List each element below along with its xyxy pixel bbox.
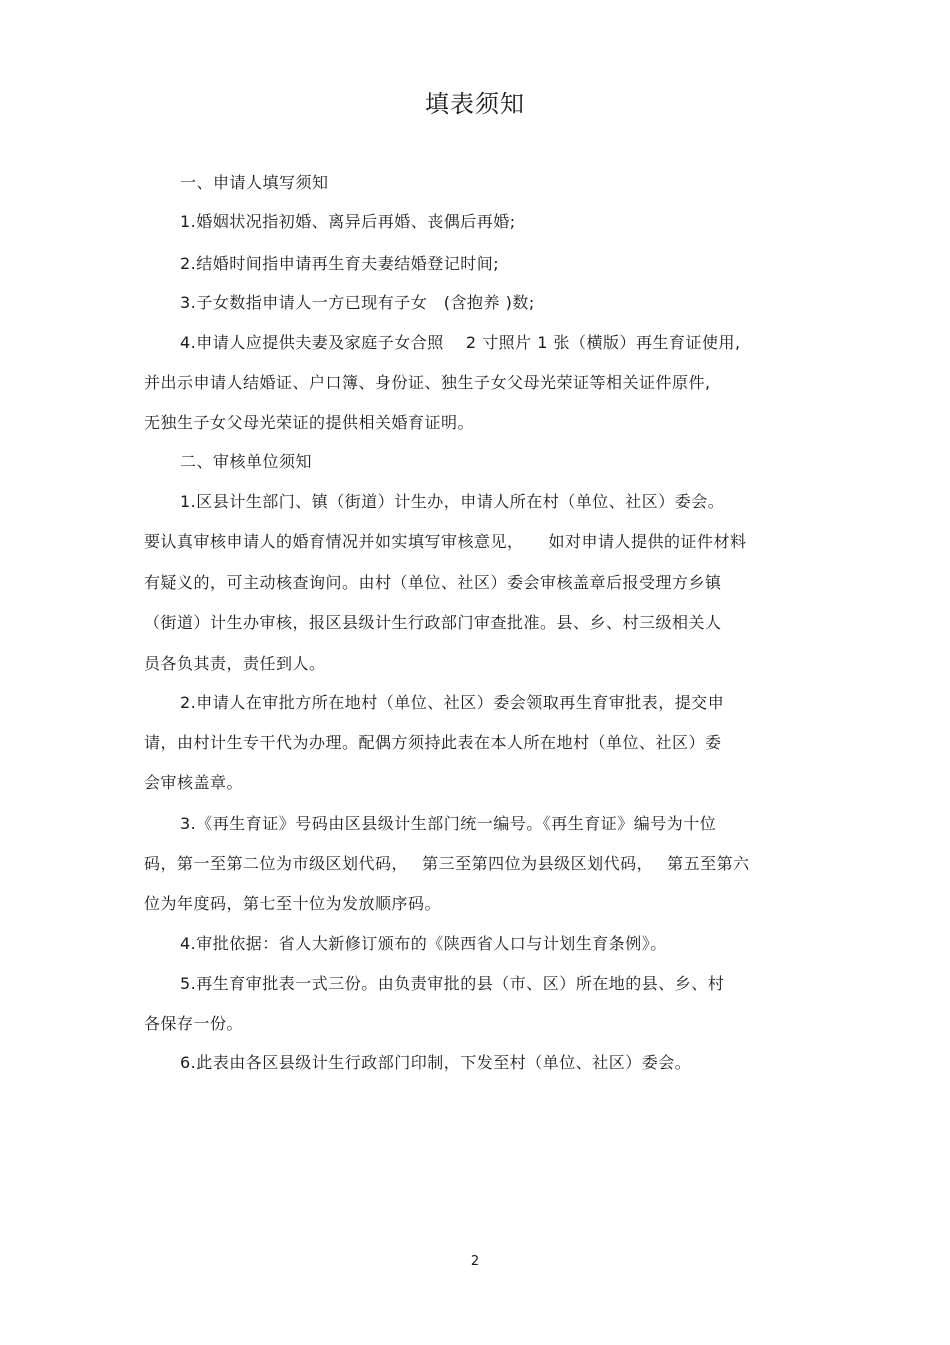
page-number: 2 — [470, 1254, 480, 1269]
section-2-item-1-cont-4: 员各负其责，责任到人。 — [144, 654, 326, 673]
section-1-item-2: 2.结婚时间指申请再生育夫妻结婚登记时间; — [180, 254, 500, 273]
section-1-item-4-cont-1: 并出示申请人结婚证、户口簿、身份证、独生子女父母光荣证等相关证件原件, — [144, 373, 711, 392]
section-2-item-2: 2.申请人在审批方所在地村（单位、社区）委会领取再生育审批表，提交申 — [180, 693, 725, 712]
section-2-item-2-cont-1: 请，由村计生专干代为办理。配偶方须持此表在本人所在地村（单位、社区）委 — [144, 733, 722, 752]
section-1-heading: 一、申请人填写须知 — [180, 173, 329, 192]
section-1-item-3: 3.子女数指申请人一方已现有子女 (含抱养 )数; — [180, 293, 535, 312]
section-2-item-3-cont-1: 码，第一至第二位为市级区划代码， 第三至第四位为县级区划代码， 第五至第六 — [144, 854, 750, 873]
section-2-item-1-cont-2: 有疑义的，可主动核查询问。由村（单位、社区）委会审核盖章后报受理方乡镇 — [144, 573, 722, 592]
section-2-item-3-cont-2: 位为年度码，第七至十位为发放顺序码。 — [144, 894, 442, 913]
section-2-item-5-cont-1: 各保存一份。 — [144, 1014, 244, 1033]
section-2-item-3: 3.《再生育证》号码由区县级计生部门统一编号。《再生育证》编号为十位 — [180, 814, 717, 833]
section-2-item-1-cont-3: （街道）计生办审核，报区县级计生行政部门审查批准。县、乡、村三级相关人 — [144, 613, 722, 632]
section-1-item-4-cont-2: 无独生子女父母光荣证的提供相关婚育证明。 — [144, 413, 475, 432]
section-1-item-1: 1.婚姻状况指初婚、离异后再婚、丧偶后再婚; — [180, 212, 516, 231]
page-title: 填表须知 — [425, 90, 525, 118]
section-2-item-1: 1.区县计生部门、镇（街道）计生办，申请人所在村（单位、社区）委会。 — [180, 492, 725, 511]
section-2-heading: 二、审核单位须知 — [180, 452, 313, 471]
section-2-item-1-cont-1: 要认真审核申请人的婚育情况并如实填写审核意见， 如对申请人提供的证件材料 — [144, 532, 747, 551]
section-2-item-5: 5.再生育审批表一式三份。由负责审批的县（市、区）所在地的县、乡、村 — [180, 974, 725, 993]
section-2-item-2-cont-2: 会审核盖章。 — [144, 773, 244, 792]
section-2-item-6: 6.此表由各区县级计生行政部门印制，下发至村（单位、社区）委会。 — [180, 1053, 692, 1072]
section-1-item-4: 4.申请人应提供夫妻及家庭子女合照 2 寸照片 1 张（横版）再生育证使用, — [180, 333, 741, 352]
section-2-item-4: 4.审批依据：省人大新修订颁布的《陕西省人口与计划生育条例》。 — [180, 934, 667, 953]
